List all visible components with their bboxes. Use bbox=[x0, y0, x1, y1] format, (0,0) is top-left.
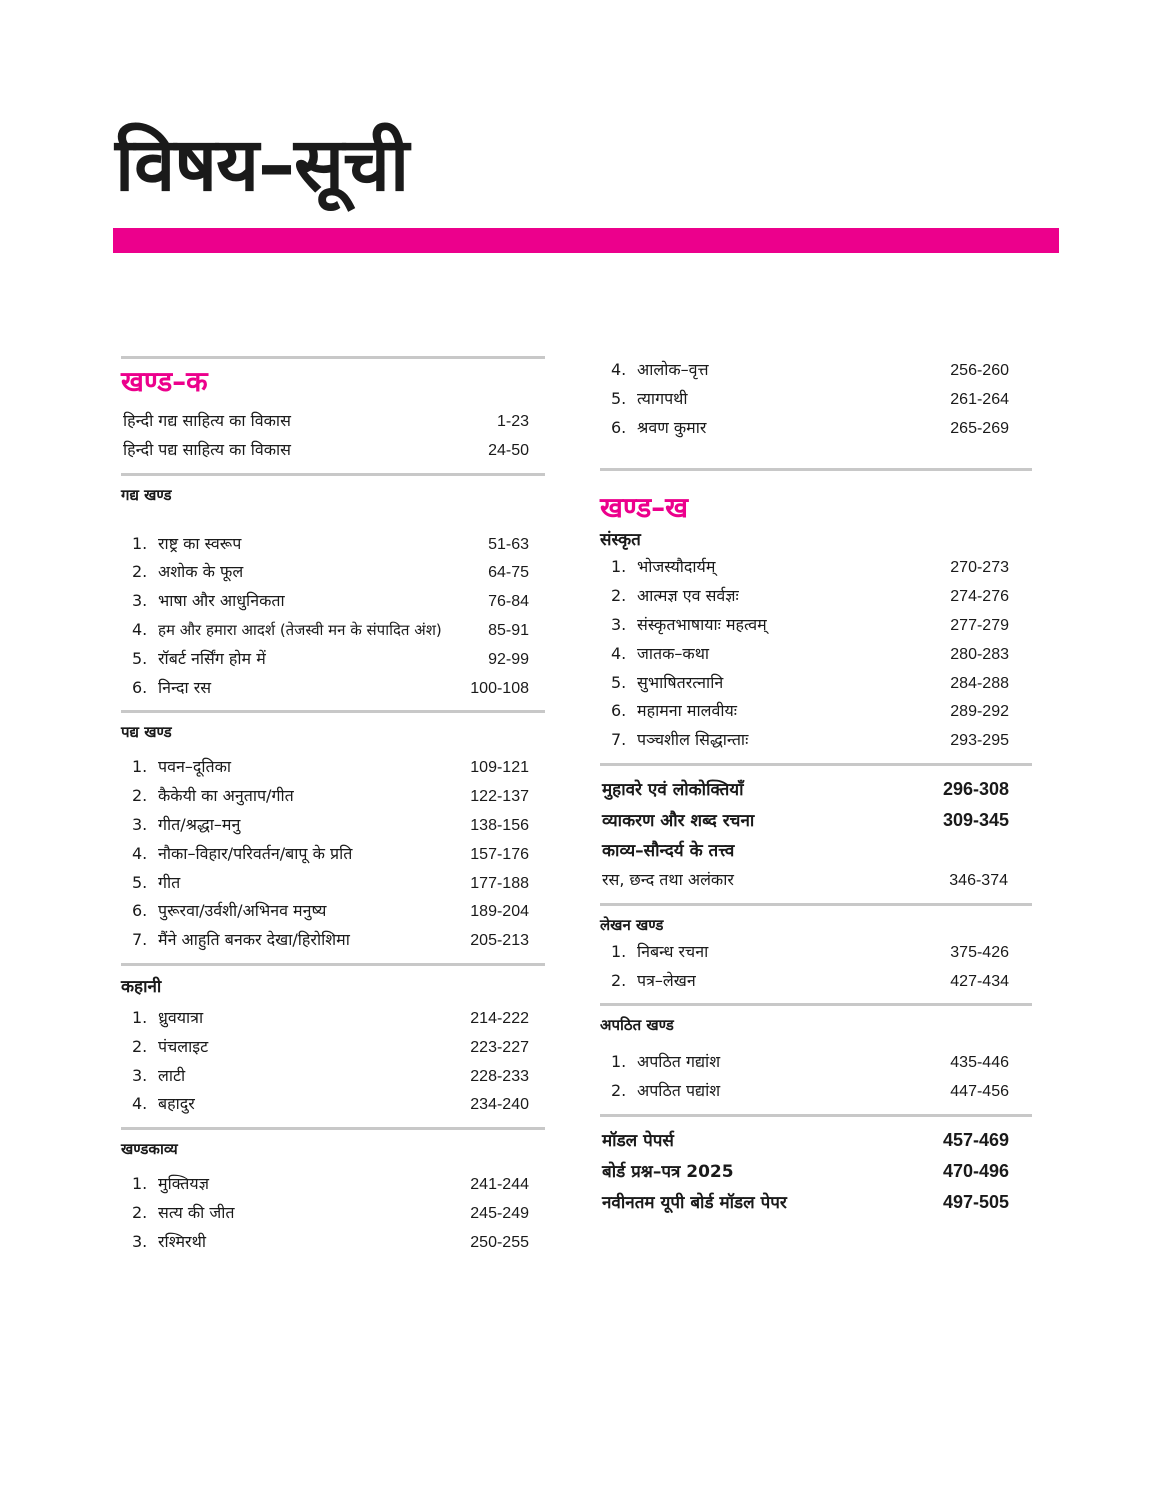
entry-number: 3. bbox=[132, 1231, 148, 1251]
entry-pages: 289-292 bbox=[950, 703, 1009, 721]
entry-label: व्याकरण और शब्द रचना bbox=[602, 810, 755, 831]
section-heading-khand-ka: खण्ड–क bbox=[121, 365, 208, 398]
entry-pages: 177-188 bbox=[470, 874, 529, 892]
divider bbox=[121, 473, 545, 476]
entry-number: 7. bbox=[611, 730, 627, 750]
entry-number: 3. bbox=[132, 1065, 148, 1085]
entry-number: 2. bbox=[611, 1081, 627, 1101]
entry-number: 5. bbox=[611, 388, 627, 408]
toc-entry[interactable] bbox=[600, 582, 1032, 611]
toc-left-column bbox=[121, 356, 545, 1257]
toc-entry[interactable] bbox=[121, 436, 545, 465]
entry-number: 1. bbox=[611, 1052, 627, 1072]
entry-label: महामना मालवीयः bbox=[637, 701, 737, 721]
entry-label: सत्य की जीत bbox=[158, 1202, 235, 1222]
entry-label: बोर्ड प्रश्न–पत्र 2025 bbox=[602, 1161, 734, 1182]
section-heading-khandkavya: खण्डकाव्य bbox=[121, 1140, 178, 1159]
entry-pages: 250-255 bbox=[470, 1233, 529, 1251]
entry-label: मुक्तियज्ञ bbox=[158, 1174, 209, 1194]
entry-label: अपठित पद्यांश bbox=[637, 1081, 721, 1101]
toc-entry[interactable] bbox=[121, 530, 545, 559]
entry-number: 7. bbox=[132, 930, 148, 950]
entry-number: 1. bbox=[132, 757, 148, 777]
entry-pages: 64-75 bbox=[488, 564, 529, 582]
section-heading-gadya: गद्य खण्ड bbox=[121, 485, 172, 504]
divider bbox=[121, 356, 545, 359]
entry-label: बहादुर bbox=[158, 1094, 195, 1114]
toc-entry[interactable] bbox=[600, 774, 1032, 805]
entry-pages: 241-244 bbox=[470, 1176, 529, 1194]
entry-label: अपठित गद्यांश bbox=[637, 1052, 721, 1072]
toc-entry[interactable] bbox=[600, 611, 1032, 640]
entry-label: गीत bbox=[158, 872, 181, 892]
toc-entry[interactable] bbox=[121, 926, 545, 955]
toc-entry[interactable] bbox=[121, 645, 545, 674]
entry-pages: 277-279 bbox=[950, 616, 1009, 634]
entry-pages: 435-446 bbox=[950, 1054, 1009, 1072]
toc-entry[interactable] bbox=[600, 805, 1032, 836]
entry-pages: 256-260 bbox=[950, 362, 1009, 379]
toc-entry[interactable] bbox=[121, 1170, 545, 1199]
entry-number: 4. bbox=[132, 843, 148, 863]
entry-pages: 293-295 bbox=[950, 732, 1009, 750]
entry-label: हम और हमारा आदर्श (तेजस्वी मन के संपादित अंश) bbox=[158, 620, 442, 639]
toc-entry[interactable] bbox=[121, 1090, 545, 1119]
entry-label: हिन्दी गद्य साहित्य का विकास bbox=[123, 411, 291, 430]
entry-number: 2. bbox=[611, 586, 627, 606]
entry-number: 1. bbox=[611, 941, 627, 961]
entry-number: 4. bbox=[611, 360, 627, 379]
toc-entry[interactable] bbox=[121, 587, 545, 616]
toc-right-column bbox=[600, 356, 1032, 1218]
toc-entry[interactable] bbox=[121, 869, 545, 898]
toc-entry[interactable] bbox=[600, 356, 1032, 385]
entry-pages: 261-264 bbox=[950, 390, 1009, 408]
entry-label: आलोक–वृत्त bbox=[637, 360, 709, 379]
entry-label: काव्य–सौन्दर्य के तत्त्व bbox=[602, 840, 735, 861]
toc-entry[interactable] bbox=[600, 726, 1032, 755]
entry-number: 1. bbox=[132, 533, 148, 553]
entry-number: 6. bbox=[132, 901, 148, 921]
toc-entry[interactable] bbox=[600, 553, 1032, 582]
entry-label: गीत/श्रद्धा–मनु bbox=[158, 814, 241, 834]
entry-pages: 296-308 bbox=[942, 778, 1009, 799]
entry-label: नवीनतम यूपी बोर्ड मॉडल पेपर bbox=[602, 1192, 787, 1213]
entry-pages: 92-99 bbox=[488, 650, 529, 668]
entry-label: हिन्दी पद्य साहित्य का विकास bbox=[123, 439, 291, 459]
entry-label: संस्कृतभाषायाः महत्वम् bbox=[637, 614, 767, 634]
entry-label: मैंने आहुति बनकर देखा/हिरोशिमा bbox=[158, 930, 350, 950]
entry-number: 5. bbox=[611, 672, 627, 692]
entry-pages: 205-213 bbox=[470, 932, 529, 950]
entry-pages: 24-50 bbox=[488, 441, 529, 459]
divider bbox=[121, 963, 545, 966]
entry-number: 4. bbox=[132, 619, 148, 639]
entry-label: जातक–कथा bbox=[637, 643, 710, 663]
entry-label: पंचलाइट bbox=[158, 1036, 209, 1056]
entry-number: 4. bbox=[132, 1094, 148, 1114]
toc-entry[interactable] bbox=[121, 407, 545, 436]
title-accent-bar bbox=[113, 228, 1059, 253]
divider bbox=[600, 1003, 1032, 1006]
entry-number: 6. bbox=[611, 701, 627, 721]
section-heading-apathit: अपठित खण्ड bbox=[600, 1016, 674, 1035]
entry-pages: 100-108 bbox=[470, 679, 529, 697]
entry-number: 6. bbox=[132, 677, 148, 697]
entry-pages: 245-249 bbox=[470, 1204, 529, 1222]
entry-label: सुभाषितरत्नानि bbox=[637, 672, 724, 692]
entry-pages: 122-137 bbox=[470, 788, 529, 806]
entry-pages: 214-222 bbox=[470, 1009, 529, 1027]
entry-number: 5. bbox=[132, 872, 148, 892]
toc-entry[interactable] bbox=[121, 1033, 545, 1062]
entry-label: मुहावरे एवं लोकोक्तियाँ bbox=[602, 779, 744, 800]
entry-label: नौका–विहार/परिवर्तन/बापू के प्रति bbox=[158, 843, 353, 863]
entry-pages: 309-345 bbox=[942, 809, 1009, 830]
entry-label: राष्ट्र का स्वरूप bbox=[158, 533, 242, 553]
toc-entry[interactable] bbox=[600, 1187, 1032, 1218]
entry-pages: 51-63 bbox=[488, 535, 529, 553]
section-heading-khand-kha: खण्ड–ख bbox=[600, 491, 689, 525]
divider bbox=[121, 1127, 545, 1130]
entry-label: कैकेयी का अनुताप/गीत bbox=[158, 786, 294, 806]
entry-pages: 157-176 bbox=[470, 845, 529, 863]
entry-label: रॉबर्ट नर्सिंग होम में bbox=[158, 648, 266, 668]
toc-entry[interactable] bbox=[121, 1199, 545, 1228]
entry-number: 3. bbox=[132, 814, 148, 834]
toc-entry[interactable] bbox=[121, 616, 545, 645]
entry-pages: 375-426 bbox=[950, 943, 1009, 961]
toc-entry[interactable] bbox=[121, 558, 545, 587]
toc-entry[interactable] bbox=[121, 674, 545, 703]
toc-entry[interactable] bbox=[600, 967, 1032, 996]
entry-pages: 274-276 bbox=[950, 588, 1009, 606]
entry-label: आत्मज्ञ एव सर्वज्ञः bbox=[637, 586, 739, 606]
entry-label: अशोक के फूल bbox=[158, 562, 244, 582]
entry-label: भोजस्यौदार्यम् bbox=[637, 557, 716, 577]
toc-entry[interactable] bbox=[121, 1004, 545, 1033]
entry-pages: 270-273 bbox=[950, 559, 1009, 577]
toc-entry[interactable] bbox=[121, 782, 545, 811]
toc-entry[interactable] bbox=[121, 753, 545, 782]
divider bbox=[600, 468, 1032, 471]
toc-entry[interactable] bbox=[600, 836, 1032, 866]
toc-entry[interactable] bbox=[121, 1228, 545, 1257]
entry-pages: 280-283 bbox=[950, 645, 1009, 663]
section-heading-sanskrit: संस्कृत bbox=[600, 530, 641, 551]
entry-number: 1. bbox=[132, 1007, 148, 1027]
toc-entry[interactable] bbox=[600, 669, 1032, 698]
divider bbox=[121, 710, 545, 713]
toc-entry[interactable] bbox=[600, 1156, 1032, 1187]
entry-number: 6. bbox=[611, 417, 627, 437]
entry-pages: 284-288 bbox=[950, 674, 1009, 692]
toc-entry[interactable] bbox=[121, 897, 545, 926]
entry-pages: 109-121 bbox=[470, 759, 529, 777]
entry-pages: 223-227 bbox=[470, 1038, 529, 1056]
toc-entry[interactable] bbox=[600, 640, 1032, 669]
entry-pages: 470-496 bbox=[942, 1160, 1009, 1181]
entry-pages: 265-269 bbox=[950, 419, 1009, 437]
section-heading-lekhan: लेखन खण्ड bbox=[600, 915, 664, 934]
entry-label: पुरूरवा/उर्वशी/अभिनव मनुष्य bbox=[158, 901, 327, 921]
entry-pages: 228-233 bbox=[470, 1067, 529, 1085]
entry-label: श्रवण कुमार bbox=[637, 417, 707, 437]
entry-pages: 76-84 bbox=[488, 593, 529, 611]
entry-pages: 138-156 bbox=[470, 816, 529, 834]
entry-number: 3. bbox=[611, 614, 627, 634]
entry-label: निन्दा रस bbox=[158, 677, 212, 697]
toc-entry[interactable] bbox=[600, 1048, 1032, 1077]
entry-label: पञ्चशील सिद्धान्ताः bbox=[637, 730, 749, 750]
toc-entry[interactable] bbox=[600, 385, 1032, 414]
entry-label: त्यागपथी bbox=[637, 388, 688, 408]
entry-pages: 234-240 bbox=[470, 1096, 529, 1114]
entry-pages: 1-23 bbox=[496, 413, 529, 430]
toc-entry[interactable] bbox=[600, 414, 1032, 443]
entry-number: 2. bbox=[611, 970, 627, 990]
toc-entry[interactable] bbox=[600, 1077, 1032, 1106]
toc-entry[interactable] bbox=[121, 1062, 545, 1091]
entry-label: ध्रुवयात्रा bbox=[158, 1007, 204, 1027]
toc-entry[interactable] bbox=[121, 811, 545, 840]
entry-number: 5. bbox=[132, 648, 148, 668]
entry-number: 2. bbox=[132, 1036, 148, 1056]
entry-label: मॉडल पेपर्स bbox=[602, 1130, 674, 1151]
entry-number: 3. bbox=[132, 591, 148, 611]
toc-entry[interactable] bbox=[600, 1125, 1032, 1156]
section-heading-kahani: कहानी bbox=[121, 976, 162, 997]
entry-label: पत्र–लेखन bbox=[637, 970, 696, 990]
entry-pages: 497-505 bbox=[942, 1191, 1009, 1212]
entry-label: रस, छन्द तथा अलंकार bbox=[602, 869, 734, 889]
entry-label: भाषा और आधुनिकता bbox=[158, 591, 285, 611]
entry-pages: 427-434 bbox=[950, 972, 1009, 990]
entry-number: 2. bbox=[132, 562, 148, 582]
entry-label: पवन–दूतिका bbox=[158, 757, 232, 777]
toc-entry[interactable] bbox=[600, 866, 1032, 895]
toc-entry[interactable] bbox=[121, 840, 545, 869]
entry-pages: 85-91 bbox=[488, 621, 529, 639]
entry-number: 4. bbox=[611, 643, 627, 663]
entry-pages: 447-456 bbox=[950, 1083, 1009, 1101]
entry-label: निबन्ध रचना bbox=[637, 941, 709, 961]
entry-label: रश्मिरथी bbox=[158, 1231, 206, 1251]
entry-number: 1. bbox=[611, 557, 627, 577]
entry-number: 1. bbox=[132, 1174, 148, 1194]
section-heading-padya: पद्य खण्ड bbox=[121, 723, 172, 742]
toc-entry[interactable] bbox=[600, 938, 1032, 967]
entry-label: लाटी bbox=[158, 1065, 186, 1085]
entry-pages: 189-204 bbox=[470, 903, 529, 921]
entry-pages: 457-469 bbox=[942, 1129, 1009, 1150]
toc-entry[interactable] bbox=[600, 697, 1032, 726]
entry-pages: 346-374 bbox=[949, 871, 1008, 889]
page-title: विषय–सूची bbox=[115, 122, 409, 208]
divider bbox=[600, 903, 1032, 906]
entry-number: 2. bbox=[132, 786, 148, 806]
entry-number: 2. bbox=[132, 1202, 148, 1222]
